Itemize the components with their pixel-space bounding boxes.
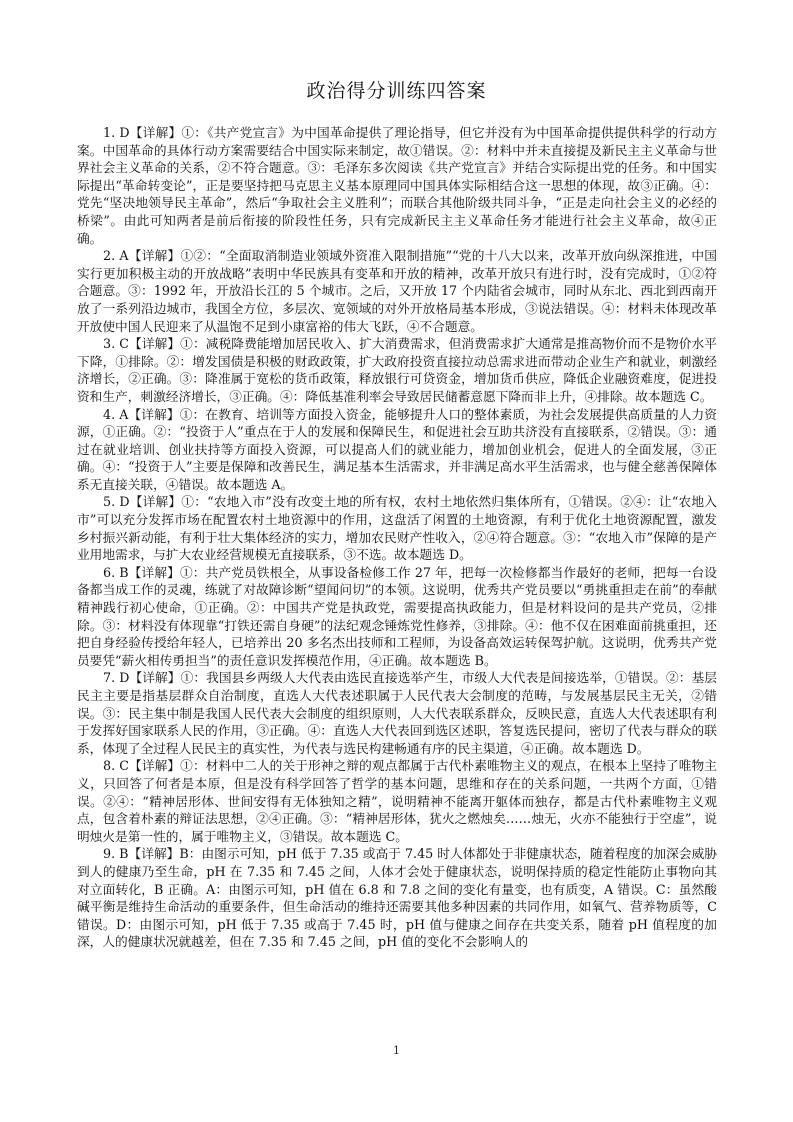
answer-body [77, 124, 717, 951]
answer-paragraph-4: 4. A【详解】①：在教育、培训等方面投入资金，能够提升人口的整体素质，为社会发展提供高质量的人力资源，①正确。②：“投资于人”重点在于人的发展和保障民生，和促进社会互助共济没有直接联系，②错误。③：通过在就业培训、创业扶持等方面投入资源，可以提高人们的就业能力，增加创业机会，促进人的全面发展，③正确。④：“投资于人”主要是保障和改善民生，满足基本生活需求，并非满足高水平生活需求，也与健全慈善保障体系无直接关联，④错误。故本题选 A。 [77, 406, 717, 492]
page-title: 政治得分训练四答案 [306, 80, 487, 102]
answer-paragraph-3: 3. C【详解】①：减税降费能增加居民收入、扩大消费需求，但消费需求扩大通常是推高物价而不是物价水平下降，①排除。②：增发国债是积极的财政政策，扩大政府投资直接拉动总需求进而带动企业生产和就业，刺激经济增长，②正确。③：降准属于宽松的货币政策，释放银行可贷资金，增加货币供应，降低企业融资难度，促进投资和生产，刺激经济增长，③正确。④：降低基准利率会导致居民储蓄意愿下降而非上升，④排除。故本题选 C。 [77, 336, 717, 404]
answer-paragraph-8: 8. C【详解】①：材料中二人的关于形神之辩的观点都属于古代朴素唯物主义的观点，在根本上坚持了唯物主义，只回答了何者是本原，但是没有科学回答了哲学的基本问题，思维和存在的关系问题，一共两个方面，①错误。②④：“精神居形体、世间安得有无体独知之精”，说明精神不能离开躯体而独存，都是古代朴素唯物主义观点，包含着朴素的辩证法思想，②④正确。③：“精神居形体，犹火之燃烛矣……烛无，火亦不能独行于空虚”，说明烛火是第一性的，属于唯物主义，③错误。故本题选 C。 [77, 758, 717, 844]
answer-paragraph-1: 1. D【详解】①：《共产党宣言》为中国革命提供了理论指导，但它并没有为中国革命提供提供科学的行动方案。中国革命的具体行动方案需要结合中国实际来制定，故①错误。②：材料中并未直接提及新民主主义革命与世界社会主义革命的关系，②不符合题意。③：毛泽东多次阅读《共产党宣言》并结合实际提出党的任务。和中国实际提出“革命转变论”，正是要坚持把马克思主义基本原理同中国具体实际相结合这一思想的体现，故③正确。④：党先“坚决地领导民主革命”，然后“争取社会主义胜利”；而联合其他阶级共同斗争，“正是走向社会主义的必经的桥梁”。由此可知两者是前后衔接的阶段性任务，只有完成新民主主义革命任务才能进行社会主义革命，故④正确。 [77, 125, 717, 246]
answer-paragraph-6: 6. B【详解】①：共产党员铁根全，从事设备检修工作 27 年，把每一次检修都当作最好的老师，把每一台设备都当成工作的灵魂，练就了对故障诊断“望闻问切”的本领。这说明，优秀共产党员要以“勇挑重担走在前”的奉献精神践行初心使命，①正确。②：中国共产党是执政党，需要提高执政能力，但是材料设问的是共产党员，②排除。③：材料没有体现靠“打铁还需自身硬”的法纪观念锤炼党性修养，③排除。④：他不仅在困难面前挑重担，还把自身经验传授给年轻人，已培养出 20 多名杰出技师和工程师，为设备高效运转保驾护航。这说明，优秀共产党员要凭“薪火相传勇担当”的责任意识发挥模范作用，④正确。故本题选 B。 [77, 564, 717, 668]
page-number: 1 [393, 1044, 400, 1057]
answer-paragraph-2: 2. A【详解】①②：“全面取消制造业领域外资准入限制措施”“党的十八大以来，改革开放向纵深推进，中国实行更加积极主动的开放战略”表明中华民族具有变革和开放的精神，改革开放只有进行时，没有完成时，①②符合题意。③：1992 年，开放沿长江的 5 个城市。之后，又开放 17 个内陆省会城市，同时从东北、西北到西南开放了一系列沿边城市，我国全方位，多层次、宽领域的对外开放格局基本形成，③说法错误。④：材料未体现改革开放使中国人民迎来了从温饱不足到小康富裕的伟大飞跃，④不合题意。 [77, 248, 717, 334]
answer-paragraph-5: 5. D【详解】①：“农地入市”没有改变土地的所有权，农村土地依然归集体所有，①错误。②④：让“农地入市”可以充分发挥市场在配置农村土地资源中的作用，这盘活了闲置的土地资源，有利于优化土地资源配置，激发乡村振兴新动能，有利于壮大集体经济的实力，增加农民财产性收入，②④符合题意。③：“农地入市”保障的是产业用地需求，与扩大农业经营规模无直接联系，③不选。故本题选 D。 [77, 494, 717, 563]
answer-paragraph-9: 9. B【详解】B：由图示可知，pH 低于 7.35 或高于 7.45 时人体都处于非健康状态，随着程度的加深会威胁到人的健康乃至生命，pH 在 7.35 和 7.45 之间，人体才会处于健康状态，说明保持质的稳定性能防止事物向其对立面转化，B 正确。A：由图示可知，pH 值在 6.8 和 7.8 之间的变化有量变，也有质变，A 错误。C：虽然酸碱平衡是维持生命活动的重要条件，但生命活动的维持还需要其他多种因素的共同作用，如氧气、营养物质等，C 错误。D：由图示可知，pH 低于 7.35 或高于 7.45 时，pH 值与健康之间存在共变关系，随着 pH 值程度的加深，人的健康状况就越差，但在 7.35 和 7.45 之间，pH 值的变化不会影响人的 [77, 846, 717, 950]
answer-paragraph-7: 7. D【详解】①：我国县乡两级人大代表由选民直接选举产生，市级人大代表是间接选举，①错误。②：基层民主主要是指基层群众自治制度，直选人大代表述职属于人民代表大会制度的范畴，与发展基层民主无关，②错误。③：民主集中制是我国人民代表大会制度的组织原则，人大代表联系群众，反映民意，直选人大代表述职有利于发挥好国家联系人民的作用，③正确。④：直选人大代表回到选区述职，答复选民提问，密切了代表与群众的联系，体现了全过程人民民主的真实性，为代表与选民构建畅通有序的民主渠道，④正确。故本题选 D。 [77, 670, 717, 756]
